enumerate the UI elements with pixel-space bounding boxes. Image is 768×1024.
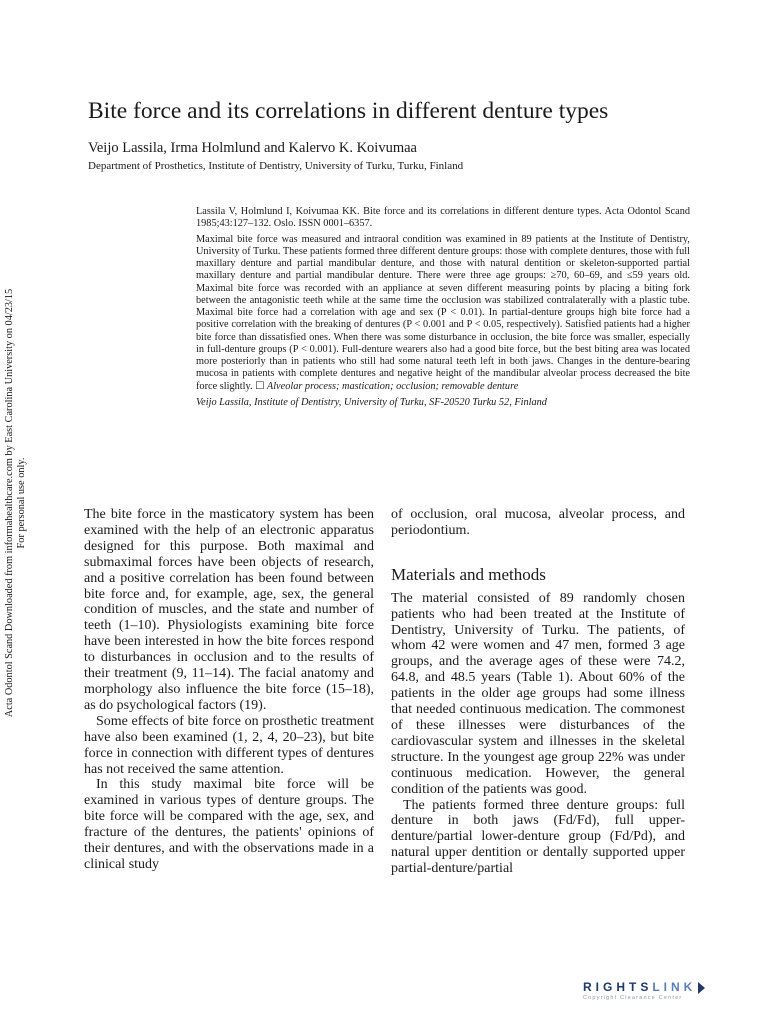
rightslink-logo[interactable] [583, 980, 743, 1010]
right-column [391, 507, 685, 877]
brand-link: LINK [652, 980, 697, 994]
intro-paragraph-2: Some effects of bite force on prosthetic treatment have also been examined (1, 2, 4, 20–23), but bite force in connection with different types of dentures has not received the same attention. [84, 713, 374, 777]
download-watermark [4, 258, 28, 748]
methods-paragraph-2: The patients formed three denture groups: full denture in both jaws (Fd/Fd), full upper-denture/partial lower-denture group (Fd/Pd), and natural upper dentition or dentally supported upper partial-denture/partial [391, 797, 685, 877]
abstract-citation: Lassila V, Holmlund I, Koivumaa KK. Bite force and its correlations in different denture types. Acta Odontol Scand 1985;43:127–132. Oslo. ISSN 0001–6357. [196, 206, 690, 230]
section-heading-methods: Materials and methods [391, 564, 546, 584]
abstract-keywords: Alveolar process; mastication; occlusion; removable denture [266, 380, 519, 392]
watermark-line-1: Acta Odontol Scand Downloaded from informahealthcare.com by East Carolina University on 04/23/15 [4, 288, 15, 718]
watermark-line-2: For personal use only. [16, 457, 27, 549]
article-affiliation: Department of Prosthetics, Institute of Dentistry, University of Turku, Turku, Finland [88, 160, 464, 172]
intro-paragraph-1: The bite force in the masticatory system has been examined with the help of an electronic apparatus designed for this purpose. Both maximal and submaximal forces have been objects of research, and a positive correlation has been found between bite force and, for example, age, sex, the general condition of muscles, and the state and number of teeth (1–10). Physiologists examining bite force have been interested in how the bite forces respond to disturbances in occlusion and to the results of their treatment (9, 11–14). The facial anatomy and morphology also influence the bite force (15–18), as do psychological factors (19). [84, 507, 374, 713]
brand-rights: RIGHTS [583, 980, 653, 994]
abstract [196, 206, 690, 409]
chevron-right-icon [698, 982, 705, 994]
rightslink-wordmark [583, 980, 743, 994]
article-title: Bite force and its correlations in different denture types [88, 98, 609, 124]
abstract-text: Maximal bite force was measured and intraoral condition was examined in 89 patients at the Institute of Dentistry, University of Turku. These patients formed three different denture groups: those with complete dentures, those with full maxillary denture and partial mandibular denture, and those with natural dentition or skeleton-supported partial maxillary denture and partial mandibular denture. There were three age groups: ≥70, 60–69, and ≤59 years old. Maximal bite force was recorded with an appliance at seven different measuring points by placing a biting fork between the antagonistic teeth while at the same time the occlusion was stabilized contralaterally with a plastic tube. Maximal bite force had a correlation with age and sex (P < 0.01). In partial-denture groups high bite force had a positive correlation with the breaking of dentures (P < 0.001 and P < 0.05, respectively). Satisfied patients had a higher bite force than dissatisfied ones. When there was some disturbance in occlusion, the bite force was smaller, especially in full-denture groups (P < 0.001). Full-denture wearers also had a good bite force, but the best biting area was located more posteriorly than in patients who still had some natural teeth left in both jaws. Changes in the denture-bearing mucosa in patients with complete dentures and negative height of the mandibular alveolar process decreased the bite force slightly. ☐ [196, 233, 690, 392]
abstract-correspondence: Veijo Lassila, Institute of Dentistry, University of Turku, SF-20520 Turku 52, Finland [196, 396, 547, 408]
intro-continuation: of occlusion, oral mucosa, alveolar process, and periodontium. [391, 507, 685, 538]
intro-paragraph-3: In this study maximal bite force will be examined in various types of denture groups. The bite force will be compared with the age, sex, and fracture of the dentures, the patients' opinions of their dentures, and with the observations made in a clinical study [84, 777, 374, 872]
methods-paragraph-1: The material consisted of 89 randomly chosen patients who had been treated at the Institute of Dentistry, University of Turku. The patients, of whom 42 were women and 47 men, formed 3 age groups, and the average ages of these were 74.2, 64.8, and 48.5 years (Table 1). About 60% of the patients in the older age groups had some illness that needed continuous medication. The commonest of these illnesses were disturbances of the cardiovascular system and illnesses in the skeletal structure. In the youngest age group 22% was under continuous medication. However, the general condition of the patients was good. [391, 590, 685, 797]
article-authors: Veijo Lassila, Irma Holmlund and Kalervo K. Koivumaa [88, 140, 417, 156]
rightslink-tagline: Copyright Clearance Center [583, 995, 683, 1001]
left-column [84, 507, 374, 873]
abstract-body [196, 234, 690, 393]
